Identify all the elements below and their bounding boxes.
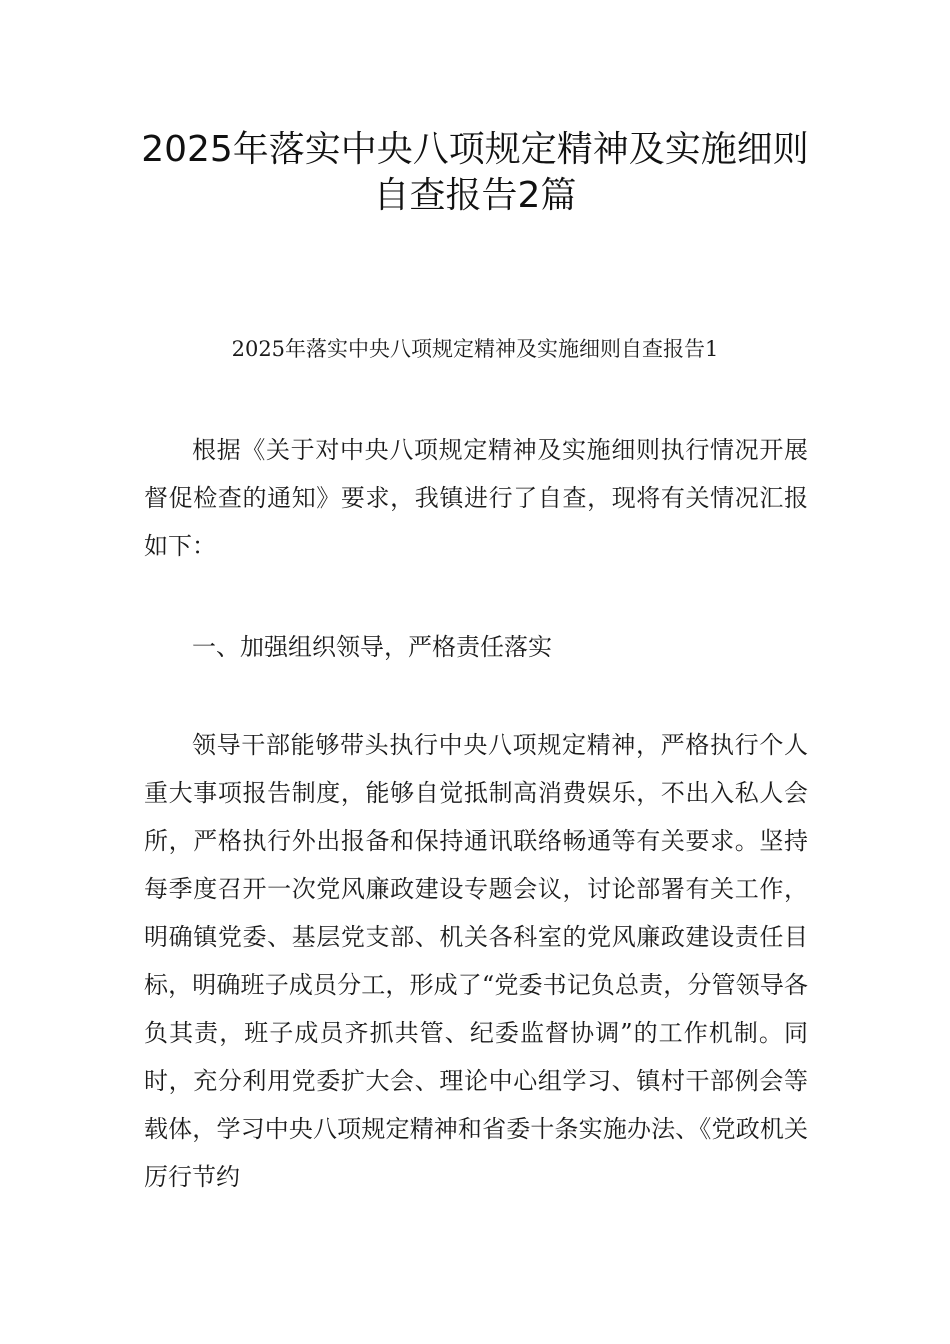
intro-paragraph: 根据《关于对中央八项规定精神及实施细则执行情况开展督促检查的通知》要求，我镇进行了自查，现将有关情况汇报如下： <box>144 436 808 560</box>
body-paragraph: 领导干部能够带头执行中央八项规定精神，严格执行个人重大事项报告制度，能够自觉抵制高消费娱乐，不出入私人会所，严格执行外出报备和保持通讯联络畅通等有关要求。坚持每季度召开一次党风廉政建设专题会议，讨论部署有关工作，明确镇党委、基层党支部、机关各科室的党风廉政建设责任目标，明确班子成员分工，形成了“党委书记负总责，分管领导各负其责，班子成员齐抓共管、纪委监督协调”的工作机制。同时，充分利用党委扩大会、理论中心组学习、镇村干部例会等载体，学习中央八项规定精神和省委十条实施办法、《党政机关厉行节约 <box>144 731 808 1191</box>
report-subtitle: 2025年落实中央八项规定精神及实施细则自查报告1 <box>231 337 719 361</box>
section-heading: 一、加强组织领导，严格责任落实 <box>192 633 552 661</box>
document-title-line-2: 自查报告2篇 <box>373 175 577 216</box>
document-title-line-1: 2025年落实中央八项规定精神及实施细则 <box>141 129 809 170</box>
